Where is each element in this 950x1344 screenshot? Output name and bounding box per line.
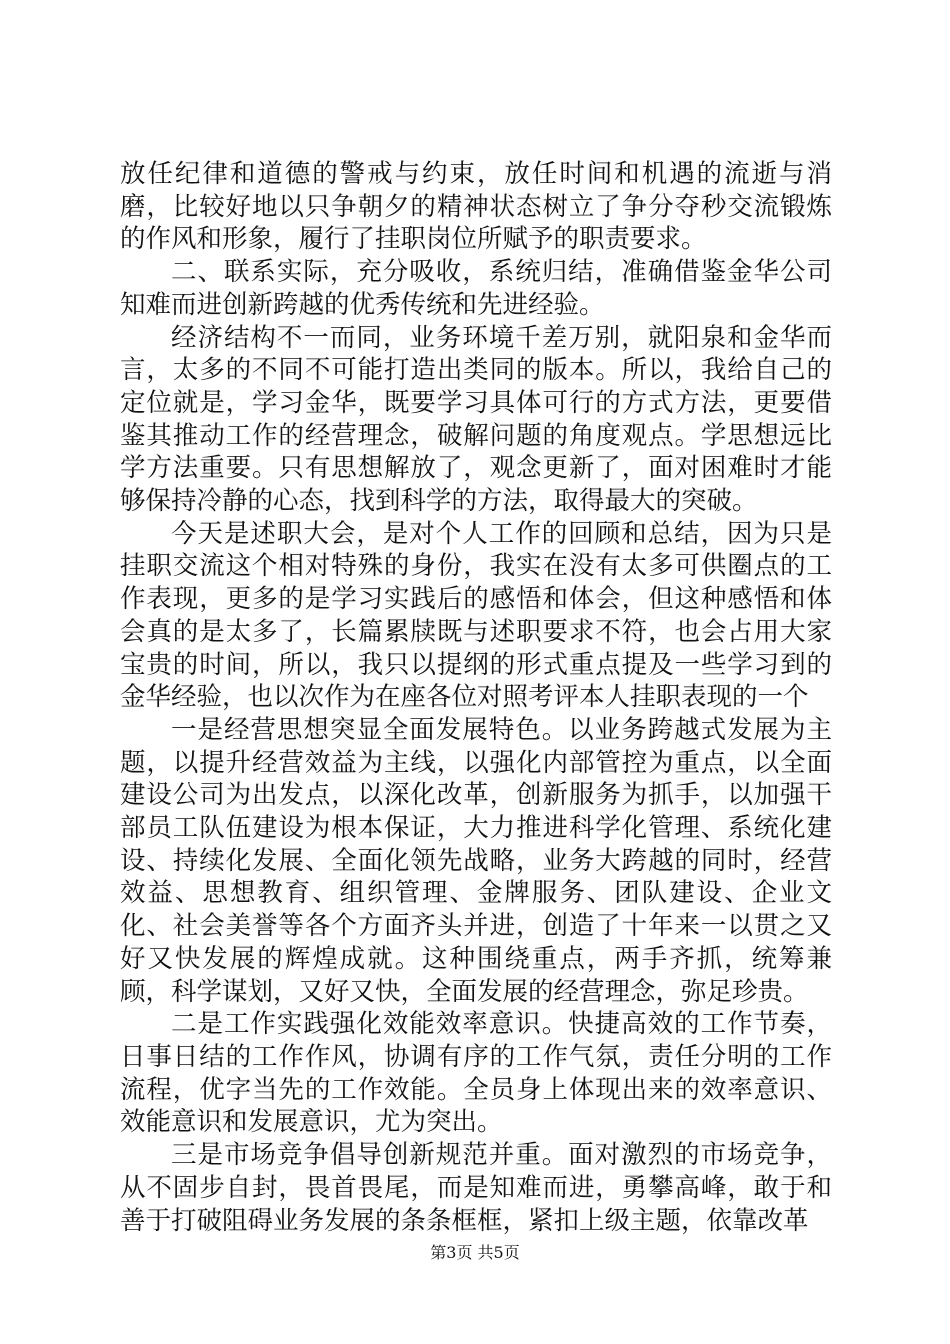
- page-number-footer: 第3页 共5页: [430, 1243, 520, 1262]
- paragraph-section-two-heading: 二、联系实际，充分吸收，系统归结，准确借鉴金华公司知难而进创新跨越的优秀传统和先进经验。: [120, 257, 832, 320]
- paragraph-point-one: 一是经营思想突显全面发展特色。以业务跨越式发展为主题，以提升经营效益为主线，以强化内部管控为重点，以全面建设公司为出发点，以深化改革，创新服务为抓手，以加强干部员工队伍建设为根本保证，大力推进科学化管理、系统化建设、持续化发展、全面化领先战略，业务大跨越的同时，经营效益、思想教育、组织管理、金牌服务、团队建设、企业文化、社会美誉等各个方面齐头并进，创造了十年来一以贯之又好又快发展的辉煌成就。这种围绕重点，两手齐抓，统筹兼顾，科学谋划，又好又快，全面发展的经营理念，弥足珍贵。: [120, 714, 832, 1007]
- document-body: [120, 158, 832, 1237]
- paragraph-point-two: 二是工作实践强化效能效率意识。快捷高效的工作节奏，日事日结的工作作风，协调有序的工作气氛，责任分明的工作流程，优字当先的工作效能。全员身上体现出来的效率意识、效能意识和发展意识，尤为突出。: [120, 1009, 832, 1138]
- paragraph-report-meeting: 今天是述职大会，是对个人工作的回顾和总结，因为只是挂职交流这个相对特殊的身份，我实在没有太多可供圈点的工作表现，更多的是学习实践后的感悟和体会，但这种感悟和体会真的是太多了，长篇累牍既与述职要求不符，也会占用大家宝贵的时间，所以，我只以提纲的形式重点提及一些学习到的金华经验，也以次作为在座各位对照考评本人挂职表现的一个: [120, 518, 832, 713]
- paragraph-continuation: 放任纪律和道德的警戒与约束，放任时间和机遇的流逝与消磨，比较好地以只争朝夕的精神状态树立了争分夺秒交流锻炼的作风和形象，履行了挂职岗位所赋予的职责要求。: [120, 159, 832, 255]
- paragraph-economic-structure: 经济结构不一而同，业务环境千差万别，就阳泉和金华而言，太多的不同不可能打造出类同的版本。所以，我给自己的定位就是，学习金华，既要学习具体可行的方式方法，更要借鉴其推动工作的经营理念，破解问题的角度观点。学思想远比学方法重要。只有思想解放了，观念更新了，面对困难时才能够保持冷静的心态，找到科学的方法，取得最大的突破。: [120, 322, 832, 517]
- paragraph-point-three: 三是市场竞争倡导创新规范并重。面对激烈的市场竞争，从不固步自封，畏首畏尾，而是知难而进，勇攀高峰，敢于和善于打破阻碍业务发展的条条框框，紧扣上级主题，依靠改革: [120, 1140, 832, 1236]
